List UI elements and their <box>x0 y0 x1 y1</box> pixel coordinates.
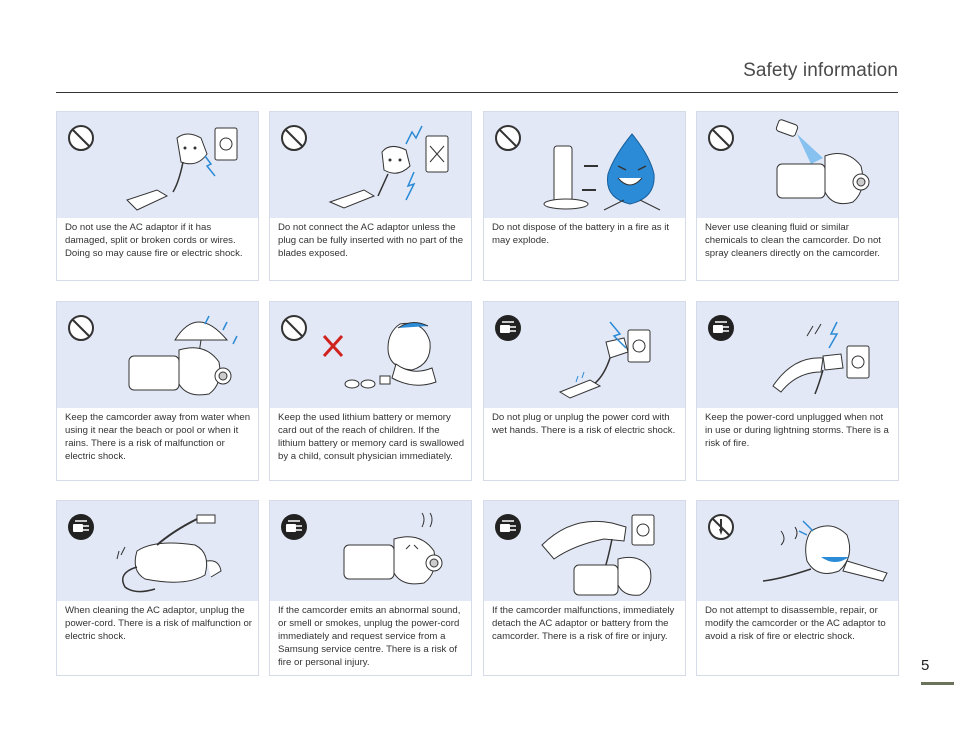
child-with-battery-icon <box>310 306 470 404</box>
cleaning-spray-camcorder-icon <box>737 116 897 214</box>
prohibited-icon <box>280 124 308 152</box>
card-illustration <box>484 302 685 408</box>
title-divider <box>56 92 898 93</box>
card-illustration <box>697 302 898 408</box>
card-text: Do not use the AC adaptor if it has damaged, split or broken cords or wires. Doing so may cause fire or electric shock. <box>65 222 243 259</box>
page-number-bar <box>921 682 954 685</box>
prohibited-icon <box>67 314 95 342</box>
unplug-required-icon <box>280 513 308 541</box>
page-number: 5 <box>921 657 930 674</box>
card-illustration <box>697 112 898 218</box>
unplug-required-icon <box>494 513 522 541</box>
warning-card <box>56 301 259 481</box>
card-illustration <box>270 112 471 218</box>
card-text: Do not plug or unplug the power cord with wet hands. There is a risk of electric shock. <box>492 412 676 436</box>
battery-in-fire-icon <box>524 116 684 214</box>
prohibited-icon <box>707 124 735 152</box>
lightning-unplug-icon <box>737 306 897 404</box>
cleaning-ac-adaptor-icon <box>97 505 257 601</box>
camcorder-under-umbrella-icon <box>97 306 257 404</box>
card-text: Keep the power-cord unplugged when not in use or during lightning storms. There is a risk of fire. <box>705 412 889 449</box>
page-title: Safety information <box>743 60 898 81</box>
card-text: Do not attempt to disassemble, repair, or modify the camcorder or the AC adaptor to avoid a risk of fire or electric shock. <box>705 605 886 642</box>
card-illustration <box>484 501 685 601</box>
no-disassembly-icon <box>707 513 735 541</box>
smoking-camcorder-icon <box>310 505 470 601</box>
card-text: If the camcorder malfunctions, immediately detach the AC adaptor or battery from the camcorder. There is a risk of fire or injury. <box>492 605 675 642</box>
card-illustration <box>270 501 471 601</box>
card-text: Do not dispose of the battery in a fire as it may explode. <box>492 222 670 246</box>
prohibited-icon <box>280 314 308 342</box>
warning-card <box>696 111 899 281</box>
card-text: Keep the used lithium battery or memory card out of the reach of children. If the lithium battery or memory card is swallowed by a child, consult physician immediately. <box>278 412 465 462</box>
unplug-required-icon <box>494 314 522 342</box>
warning-card <box>269 500 472 676</box>
card-text: Do not connect the AC adaptor unless the plug can be fully inserted with no part of the blades exposed. <box>278 222 464 259</box>
card-text: Keep the camcorder away from water when using it near the beach or pool or when it rains. There is a risk of malfunction or electric shock. <box>65 412 251 462</box>
card-illustration <box>697 501 898 601</box>
warning-card <box>483 301 686 481</box>
card-illustration <box>270 302 471 408</box>
card-illustration <box>57 112 258 218</box>
warning-card <box>483 111 686 281</box>
warning-card <box>269 111 472 281</box>
unplug-required-icon <box>707 314 735 342</box>
card-text: When cleaning the AC adaptor, unplug the power-cord. There is a risk of malfunction or electric shock. <box>65 605 252 642</box>
ac-plug-partially-inserted-icon <box>310 116 470 214</box>
ac-adaptor-damaged-cord-icon <box>97 116 257 214</box>
warning-card <box>56 111 259 281</box>
warning-card <box>56 500 259 676</box>
prohibited-icon <box>494 124 522 152</box>
warning-card <box>696 500 899 676</box>
card-text: Never use cleaning fluid or similar chemicals to clean the camcorder. Do not spray cleaners directly on the camcorder. <box>705 222 881 259</box>
card-illustration <box>57 501 258 601</box>
detach-adaptor-icon <box>524 505 684 601</box>
card-illustration <box>57 302 258 408</box>
disassemble-adaptor-icon <box>737 505 897 601</box>
unplug-required-icon <box>67 513 95 541</box>
prohibited-icon <box>67 124 95 152</box>
wet-hand-plug-icon <box>524 306 684 404</box>
card-text: If the camcorder emits an abnormal sound, or smell or smokes, unplug the power-cord immediately and request service from a Samsung service centre. There is a risk of fire or personal injury. <box>278 605 461 668</box>
warning-card <box>696 301 899 481</box>
warning-card <box>483 500 686 676</box>
warning-card <box>269 301 472 481</box>
card-illustration <box>484 112 685 218</box>
